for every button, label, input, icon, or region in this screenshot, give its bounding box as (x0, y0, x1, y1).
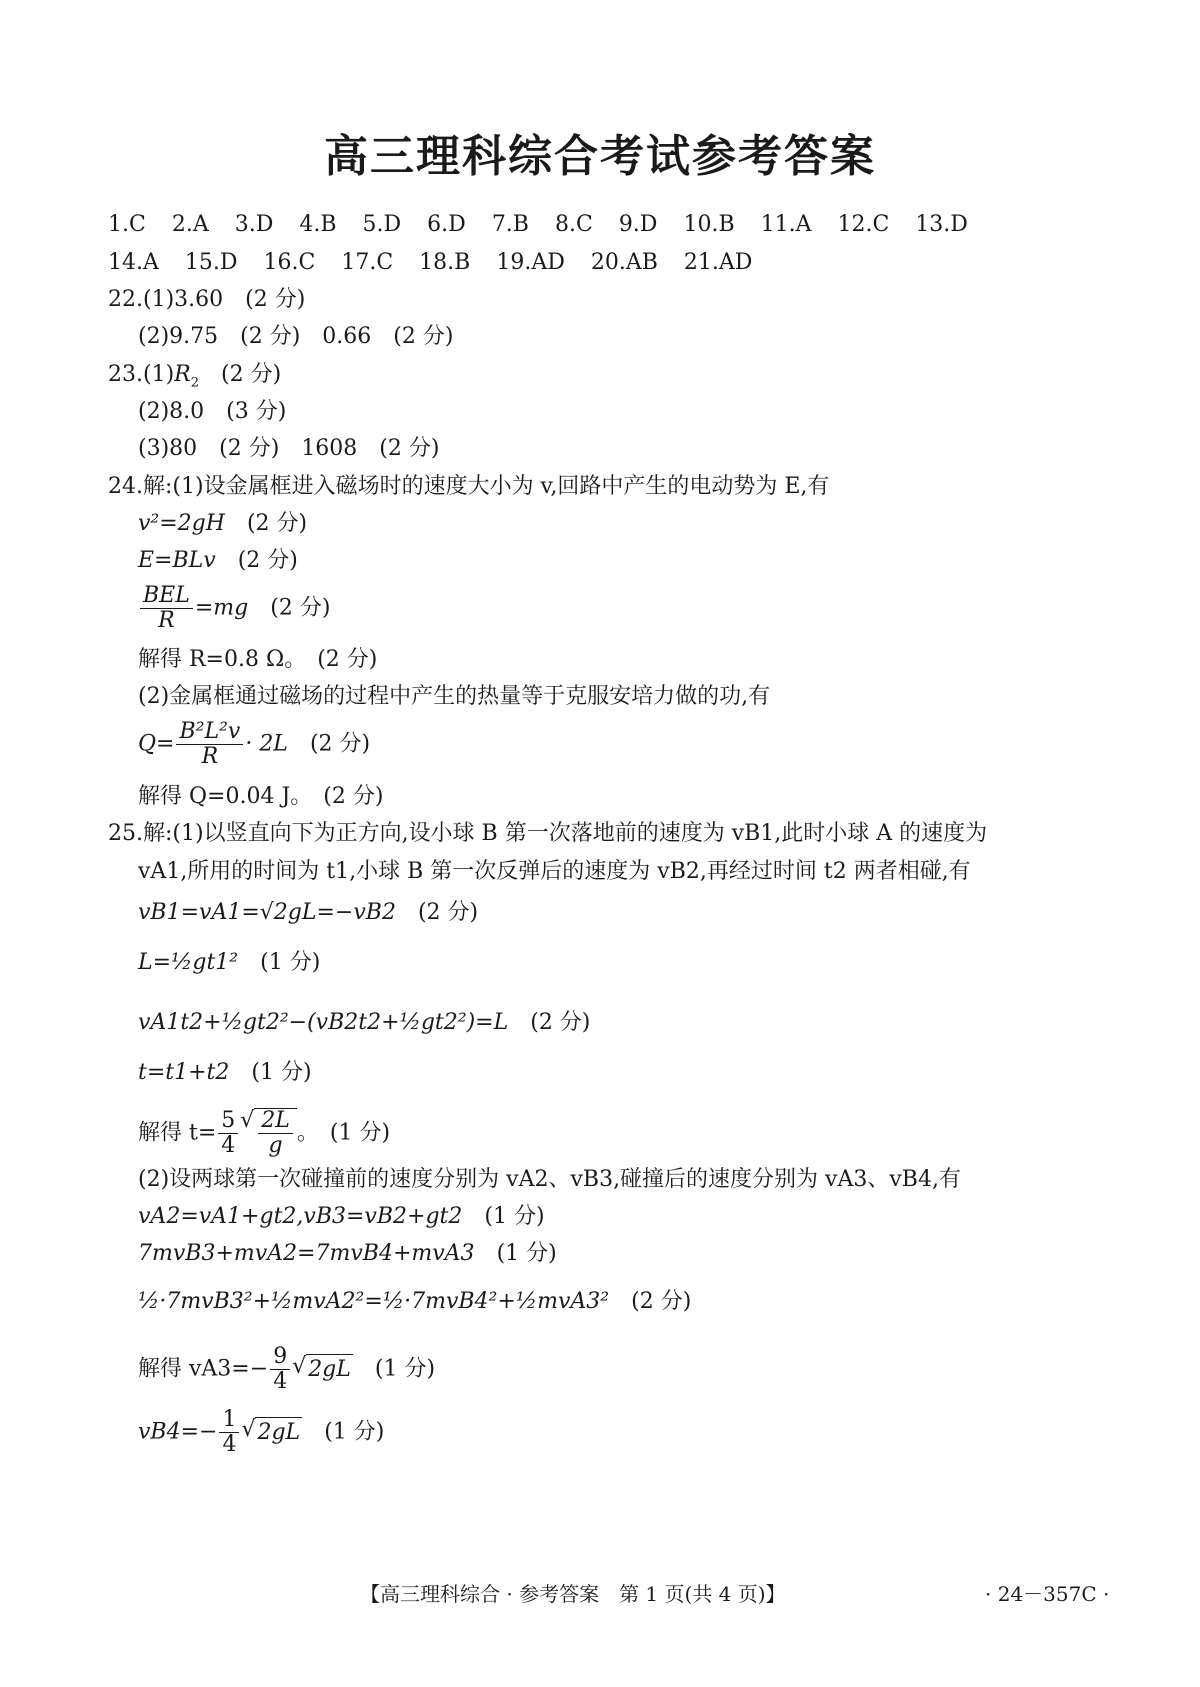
q23-prefix: 23.(1) (108, 362, 175, 387)
answer-item: 13.D (915, 212, 968, 237)
q23-var: R (174, 362, 191, 387)
answer-item: 14.A (108, 250, 159, 275)
q25-result-3 (138, 1408, 384, 1457)
answer-item: 4.B (299, 212, 337, 237)
q23-suffix: (2 分) (199, 362, 282, 387)
q24-intro: 24.解:(1)设金属框进入磁场时的速度大小为 v,回路中产生的电动势为 E,有 (108, 474, 830, 499)
q23-line-1 (108, 360, 281, 398)
q25-eq7-score: (2 分) (631, 1289, 692, 1314)
q25-eq4-text: t=t1+t2 (138, 1060, 230, 1085)
q25-eq4-score: (1 分) (251, 1060, 312, 1085)
q25-eq2-text: L=½gt1² (138, 950, 239, 975)
q25-result-3-sqrt: √ 2gL (241, 1417, 302, 1448)
q24-eq4-den: R (201, 744, 219, 769)
q25-eq1-text: vB1=vA1=√2gL=−vB2 (138, 900, 396, 925)
q25-result-1-sqrt: √ $\frac{2L}{g}$ (240, 1108, 297, 1158)
q25-result-1-score: (1 分) (329, 1120, 391, 1146)
q25-intro-1: 25.解:(1)以竖直向下为正方向,设小球 B 第一次落地前的速度为 vB1,此时小球 A 的速度为 (108, 821, 988, 846)
answer-item: 5.D (362, 212, 402, 237)
answer-item: 12.C (837, 212, 890, 237)
q24-eq1-text: v²=2gH (138, 511, 225, 536)
answers-row-2 (108, 248, 778, 278)
answer-item: 1.C (108, 212, 146, 237)
q24-eq4-num: B²L²v (176, 720, 243, 745)
answer-item: 9.D (618, 212, 658, 237)
q25-eq4 (138, 1058, 312, 1088)
answer-item: 10.B (683, 212, 735, 237)
q25-eq1 (138, 898, 478, 928)
q25-result-3-fraction: $\frac{1}{4}$ (219, 1408, 239, 1457)
q24-eq4-score: (2 分) (309, 731, 371, 757)
q25-eq5-score: (1 分) (484, 1204, 545, 1229)
q22-line-1: 22.(1)3.60 (2 分) (108, 287, 306, 312)
q25-eq6-text: 7mvB3+mvA2=7mvB4+mvA3 (138, 1241, 475, 1266)
q24-eq2-text: E=BLv (138, 548, 216, 573)
q25-result-1-prefix: 解得 t= (138, 1120, 217, 1146)
q24-eq4 (138, 720, 370, 769)
answer-item: 3.D (234, 212, 274, 237)
answer-item: 17.C (341, 250, 394, 275)
footer-center: 【高三理科综合 · 参考答案 第 1 页(共 4 页)】 (360, 1582, 786, 1606)
q25-eq3-text: vA1t2+½gt2²−(vB2t2+½gt2²)=L (138, 1010, 509, 1035)
q25-result-1-fraction: $\frac{5}{4}$ (218, 1109, 238, 1158)
q23-line-2: (2)8.0 (3 分) (138, 399, 287, 424)
answer-item: 11.A (760, 212, 812, 237)
q25-eq1-score: (2 分) (417, 900, 479, 925)
q24-eq3-den: R (158, 608, 175, 633)
q25-result-3-prefix: vB4=− (138, 1419, 218, 1445)
q24-eq4-fraction (176, 720, 243, 769)
q24-eq2-score: (2 分) (237, 548, 298, 573)
q24-eq3-num: BEL (140, 584, 193, 609)
q25-result-3-score: (1 分) (324, 1419, 385, 1445)
q24-eq2 (138, 546, 298, 576)
q22-line-2: (2)9.75 (2 分) 0.66 (2 分) (138, 324, 454, 349)
page-title: 高三理科综合考试参考答案 (324, 131, 876, 182)
q25-eq6 (138, 1239, 557, 1269)
answer-item: 21.AD (683, 250, 753, 275)
answer-item: 16.C (263, 250, 316, 275)
answer-item: 6.D (427, 212, 466, 237)
answer-item: 19.AD (496, 250, 565, 275)
q24-eq3 (138, 584, 330, 633)
answer-item: 15.D (184, 250, 238, 275)
q24-eq3-score: (2 分) (270, 595, 331, 621)
q25-intro-2: vA1,所用的时间为 t1,小球 B 第一次反弹后的速度为 vB2,再经过时间 t2 两者相碰,有 (138, 859, 971, 884)
footer-right: · 24－357C · (985, 1582, 1110, 1606)
q23-sub: 2 (190, 375, 200, 391)
q24-eq1 (138, 509, 307, 539)
q25-result-2-score: (1 分) (374, 1356, 436, 1382)
answers-row-1 (108, 210, 994, 240)
q25-eq3-score: (2 分) (530, 1010, 591, 1035)
q25-result-2-prefix: 解得 vA3=− (138, 1356, 269, 1382)
q24-eq3-rhs: =mg (194, 595, 249, 621)
answer-item: 7.B (491, 212, 529, 237)
q25-result-1: 解得 t= $\frac{5}{4}$ √ $\frac{2L}{g}$ 。 (1 分) (138, 1108, 390, 1158)
q23-line-3: (3)80 (2 分) 1608 (2 分) (138, 436, 440, 461)
q25-eq2-score: (1 分) (260, 950, 321, 975)
answer-item: 18.B (419, 250, 471, 275)
q25-eq6-score: (1 分) (496, 1241, 557, 1266)
q24-result-2: 解得 Q=0.04 J。 (2 分) (138, 784, 384, 809)
q25-eq5 (138, 1202, 545, 1232)
q25-result-2-sqrt: √ 2gL (292, 1354, 353, 1385)
q24-eq3-fraction (140, 584, 193, 633)
q25-eq7 (138, 1287, 691, 1317)
q24-eq1-score: (2 分) (246, 511, 308, 536)
answer-item: 2.A (171, 212, 209, 237)
q25-eq7-text: ½·7mvB3²+½mvA2²=½·7mvB4²+½mvA3² (138, 1289, 610, 1314)
q24-eq4-rhs: · 2L (245, 731, 288, 757)
q25-part2: (2)设两球第一次碰撞前的速度分别为 vA2、vB3,碰撞后的速度分别为 vA3、vB4,有 (138, 1167, 961, 1192)
answer-item: 8.C (554, 212, 593, 237)
q25-eq2 (138, 948, 320, 978)
q25-result-2 (138, 1345, 435, 1394)
q25-result-2-fraction: $\frac{9}{4}$ (270, 1345, 290, 1394)
q24-eq4-lhs: Q= (138, 731, 175, 757)
q25-eq5-text: vA2=vA1+gt2,vB3=vB2+gt2 (138, 1204, 463, 1229)
q25-eq3 (138, 1008, 590, 1038)
answer-item: 20.AB (590, 250, 658, 275)
q24-result-1: 解得 R=0.8 Ω。 (2 分) (138, 647, 378, 672)
q24-part2: (2)金属框通过磁场的过程中产生的热量等于克服安培力做的功,有 (138, 684, 771, 709)
